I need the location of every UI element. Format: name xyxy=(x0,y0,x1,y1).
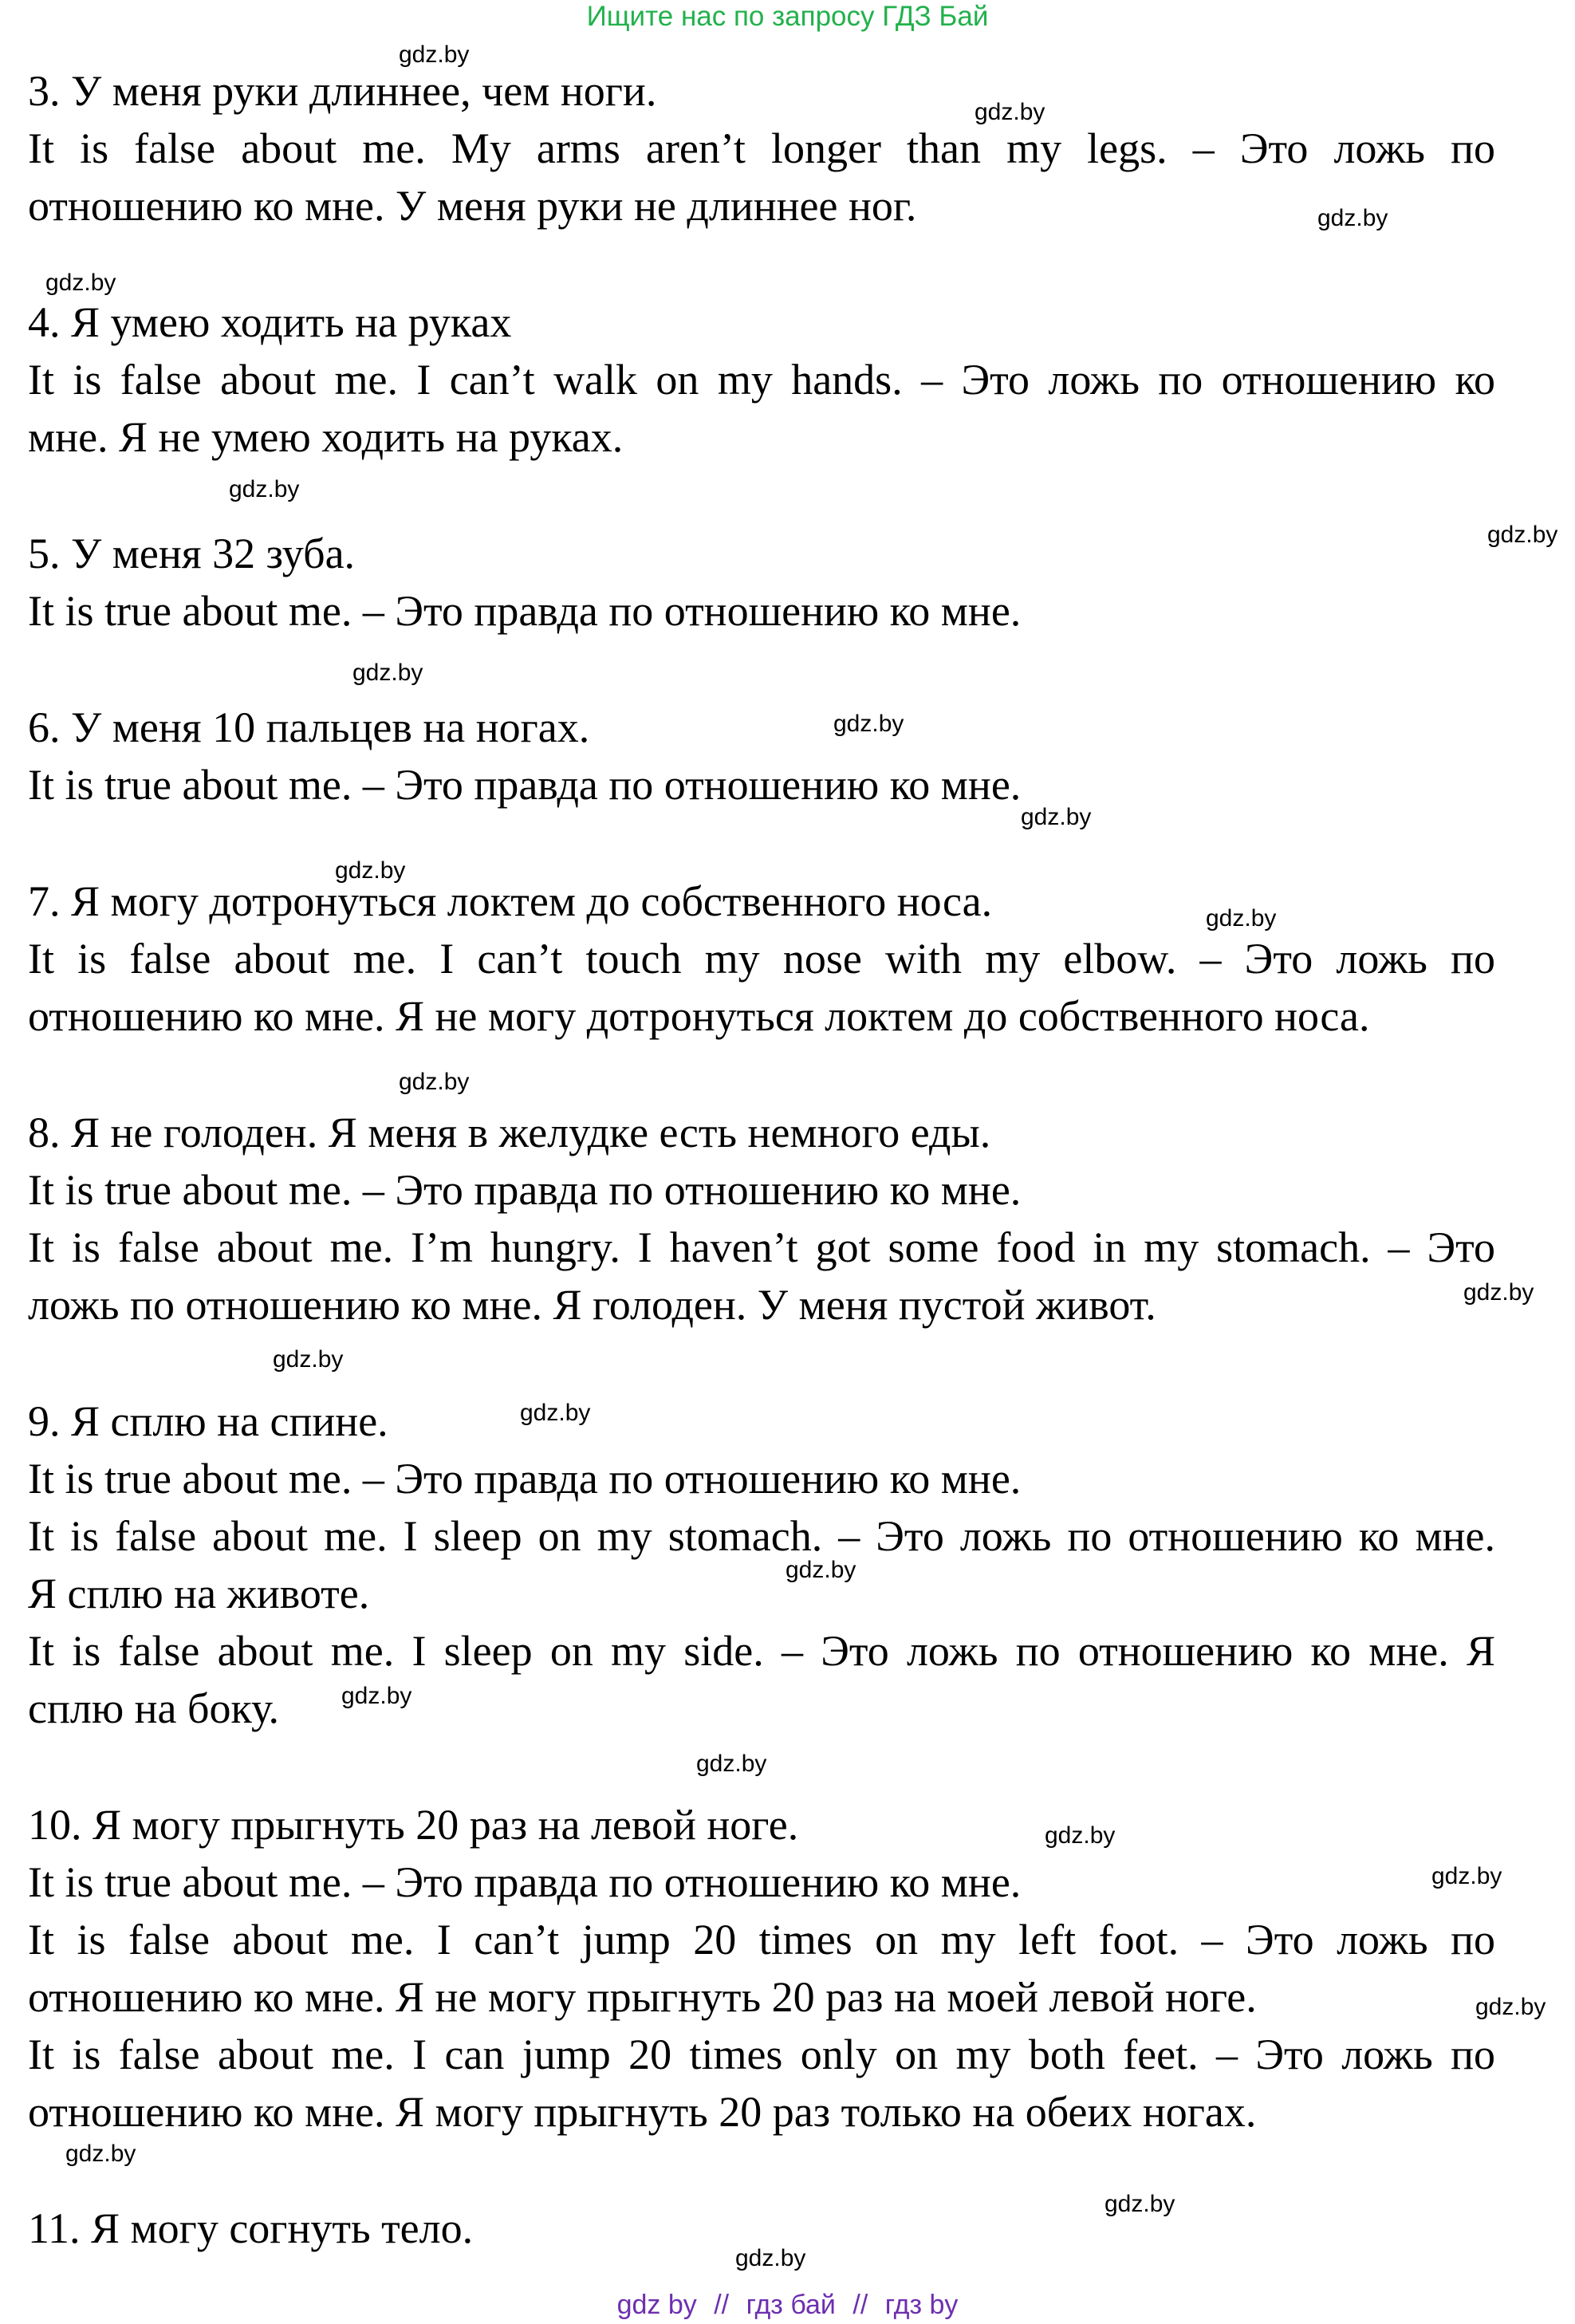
item-4-answer-line-2: мне. Я не умею ходить на руках. xyxy=(28,413,624,461)
item-10-question: 10. Я могу прыгнуть 20 раз на левой ноге. xyxy=(28,1801,799,1849)
watermark: gdz.by xyxy=(1317,205,1388,231)
item-9-answer-false-1-line-2: Я сплю на животе. xyxy=(28,1570,370,1617)
watermark: gdz.by xyxy=(1463,1279,1534,1306)
item-9-answer-false-2-line-2: сплю на боку. xyxy=(28,1684,280,1732)
watermark: gdz.by xyxy=(1045,1822,1116,1849)
item-8-answer-false-line-2: ложь по отношению ко мне. Я голоден. У меня пустой живот. xyxy=(28,1281,1156,1329)
watermark: gdz.by xyxy=(399,1069,470,1095)
item-6-answer: It is true about me. – Это правда по отношению ко мне. xyxy=(28,761,1022,809)
item-3-question: 3. У меня руки длиннее, чем ноги. xyxy=(28,67,657,115)
item-8-answer-false-line-1: It is false about me. I’m hungry. I haven’t got some food in my stomach. – Это xyxy=(28,1223,1495,1271)
watermark: gdz.by xyxy=(229,476,300,502)
item-7-answer-line-1: It is false about me. I can’t touch my nose with my elbow. – Это ложь по xyxy=(28,935,1495,983)
watermark: gdz.by xyxy=(1104,2191,1175,2217)
watermark: gdz.by xyxy=(399,41,470,68)
watermark: gdz.by xyxy=(1206,905,1277,932)
item-10-answer-false-1-line-2: отношению ко мне. Я не могу прыгнуть 20 раз на моей левой ноге. xyxy=(28,1973,1257,2021)
footer-separator: // xyxy=(852,2290,868,2320)
item-9-answer-false-2-line-1: It is false about me. I sleep on my side. – Это ложь по отношению ко мне. Я xyxy=(28,1627,1495,1675)
watermark: gdz.by xyxy=(975,99,1045,125)
watermark: gdz.by xyxy=(273,1346,344,1373)
item-5-answer: It is true about me. – Это правда по отношению ко мне. xyxy=(28,587,1022,635)
item-9-answer-false-1-line-1: It is false about me. I sleep on my stomach. – Это ложь по отношению ко мне. xyxy=(28,1512,1495,1560)
watermark: gdz.by xyxy=(352,660,423,686)
watermark: gdz.by xyxy=(1487,522,1558,548)
footer-separator: // xyxy=(714,2290,730,2320)
item-8-question: 8. Я не голоден. Я меня в желудке есть немного еды. xyxy=(28,1109,991,1156)
watermark: gdz.by xyxy=(65,2141,136,2167)
watermark: gdz.by xyxy=(1475,1994,1546,2020)
item-3-answer-line-1: It is false about me. My arms aren’t longer than my legs. – Это ложь по xyxy=(28,124,1495,172)
footer-links xyxy=(0,2289,1575,2321)
watermark: gdz.by xyxy=(735,2245,806,2271)
item-9-question: 9. Я сплю на спине. xyxy=(28,1397,388,1445)
footer-link-gdz-bai[interactable]: гдз бай xyxy=(746,2290,836,2320)
watermark: gdz.by xyxy=(1021,804,1092,830)
item-6-question: 6. У меня 10 пальцев на ногах. xyxy=(28,703,590,751)
item-10-answer-false-2-line-2: отношению ко мне. Я могу прыгнуть 20 раз только на обеих ногах. xyxy=(28,2088,1257,2136)
watermark: gdz.by xyxy=(786,1557,856,1583)
item-4-answer-line-1: It is false about me. I can’t walk on my hands. – Это ложь по отношению ко xyxy=(28,356,1495,404)
item-10-answer-true: It is true about me. – Это правда по отношению ко мне. xyxy=(28,1858,1022,1906)
item-7-question: 7. Я могу дотронуться локтем до собственного носа. xyxy=(28,877,993,925)
item-11-question: 11. Я могу согнуть тело. xyxy=(28,2204,474,2252)
item-10-answer-false-1-line-1: It is false about me. I can’t jump 20 times on my left foot. – Это ложь по xyxy=(28,1916,1495,1964)
item-5-question: 5. У меня 32 зуба. xyxy=(28,530,356,577)
watermark: gdz.by xyxy=(833,711,904,737)
watermark: gdz.by xyxy=(696,1751,767,1777)
watermark: gdz.by xyxy=(45,270,116,296)
watermark: gdz.by xyxy=(341,1683,412,1709)
footer-link-gdz-by-cyrillic[interactable]: гдз by xyxy=(884,2290,959,2320)
footer-link-gdz-by[interactable]: gdz by xyxy=(616,2290,697,2320)
item-9-answer-true: It is true about me. – Это правда по отношению ко мне. xyxy=(28,1455,1022,1503)
item-8-answer-true: It is true about me. – Это правда по отношению ко мне. xyxy=(28,1166,1022,1214)
header-banner[interactable]: Ищите нас по запросу ГДЗ Бай xyxy=(586,1,989,32)
watermark: gdz.by xyxy=(1431,1863,1502,1889)
item-10-answer-false-2-line-1: It is false about me. I can jump 20 times only on my both feet. – Это ложь по xyxy=(28,2031,1495,2078)
watermark: gdz.by xyxy=(520,1400,591,1426)
item-3-answer-line-2: отношению ко мне. У меня руки не длиннее ног. xyxy=(28,182,917,230)
item-7-answer-line-2: отношению ко мне. Я не могу дотронуться локтем до собственного носа. xyxy=(28,992,1370,1040)
watermark: gdz.by xyxy=(335,857,406,884)
item-4-question: 4. Я умею ходить на руках xyxy=(28,298,512,346)
